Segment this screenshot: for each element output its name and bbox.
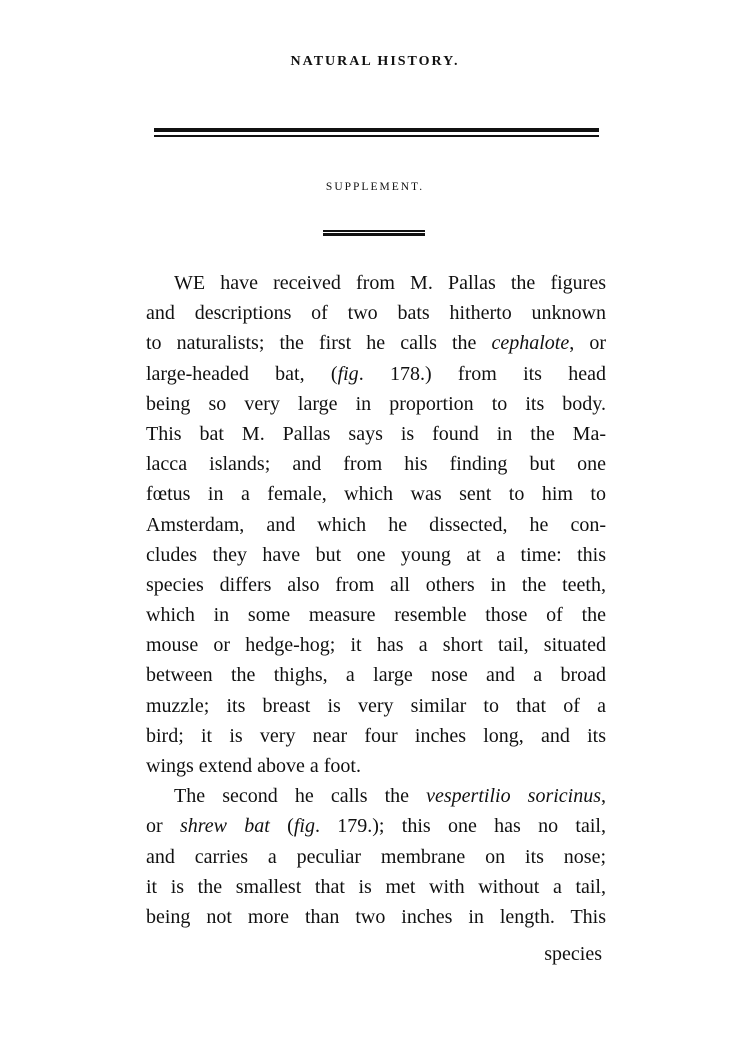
text-line [146, 660, 606, 690]
text-line [146, 842, 606, 872]
running-head: NATURAL HISTORY. [290, 54, 460, 69]
text-segment: it is the smallest that is met with without a tail, [146, 875, 606, 898]
text-segment: . 179.); this one has no tail, [314, 815, 606, 838]
text-segment: being so very large in proportion to its body. [146, 392, 606, 415]
text-line [146, 872, 606, 902]
text-segment: muzzle; its breast is very similar to that of a [146, 694, 606, 717]
text-line [146, 811, 606, 841]
text-line [146, 600, 606, 630]
text-line [146, 510, 606, 540]
text-line [146, 540, 606, 570]
text-segment: mouse or hedge-hog; it has a short tail, situated [146, 634, 606, 657]
text-segment: species differs also from all others in the teeth, [146, 573, 606, 596]
text-line [146, 389, 606, 419]
header-rule-thin [154, 135, 599, 137]
text-segment: , or [569, 332, 606, 355]
text-line [146, 902, 606, 932]
text-line [146, 359, 606, 389]
italic-term: fig [293, 815, 315, 838]
italic-term: vespertilio soricinus [426, 785, 602, 808]
text-line [146, 449, 606, 479]
body-text [146, 268, 606, 932]
text-line [146, 268, 606, 298]
text-line [146, 570, 606, 600]
section-rule-thin [323, 230, 425, 232]
text-segment: This bat M. Pallas says is found in the Ma- [146, 422, 606, 445]
text-segment: WE have received from M. Pallas the figures [174, 272, 606, 294]
text-segment: between the thighs, a large nose and a broad [146, 664, 606, 687]
text-segment: large-headed bat, ( [146, 362, 338, 385]
text-segment: cludes they have but one young at a time: this [146, 543, 606, 566]
section-rule-thick [323, 233, 425, 236]
text-segment: fœtus in a female, which was sent to him to [146, 483, 606, 506]
text-line [146, 691, 606, 721]
text-segment: being not more than two inches in length. This [146, 905, 606, 928]
text-segment: and descriptions of two bats hitherto unknown [146, 302, 606, 325]
text-segment: and carries a peculiar membrane on its nose; [146, 845, 606, 868]
text-segment: The second he calls the [174, 785, 427, 808]
text-segment: Amsterdam, and which he dissected, he con- [146, 513, 606, 536]
text-segment: which in some measure resemble those of the [146, 604, 606, 627]
section-title: SUPPLEMENT. [325, 181, 425, 193]
text-segment: . 178.) from its head [358, 362, 606, 385]
header-rule-thick [154, 128, 599, 132]
text-line [146, 328, 606, 358]
italic-term: fig [337, 362, 359, 385]
text-segment: to naturalists; the first he calls the [146, 332, 492, 355]
text-line [146, 721, 606, 751]
text-line [146, 781, 606, 811]
italic-term: cephalote [491, 332, 570, 355]
italic-term: shrew bat [179, 815, 270, 838]
text-segment: lacca islands; and from his finding but one [146, 453, 606, 476]
text-segment: bird; it is very near four inches long, and its [146, 724, 606, 747]
text-line [146, 479, 606, 509]
text-line [146, 630, 606, 660]
text-segment: , [601, 785, 607, 808]
text-segment: wings extend above a foot. [146, 755, 361, 777]
text-line [146, 419, 606, 449]
text-segment: or [146, 815, 180, 838]
catchword: species [544, 943, 602, 965]
text-line [146, 751, 606, 781]
text-segment: ( [269, 815, 294, 838]
section-ornament-rule [323, 230, 425, 237]
header-double-rule [154, 128, 599, 137]
text-line [146, 298, 606, 328]
